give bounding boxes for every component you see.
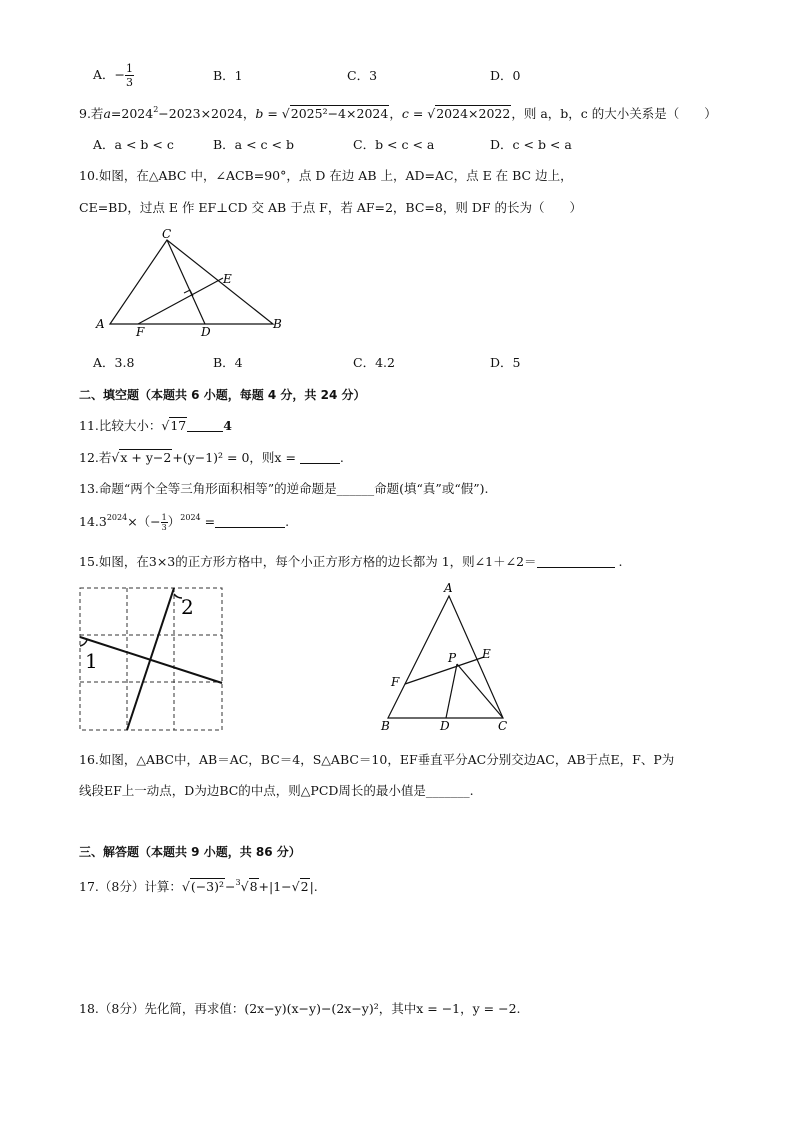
- question-11: 11.比较大小：√17 4: [79, 418, 232, 433]
- answer-blank: [215, 515, 285, 528]
- q8-option-d: D．0: [490, 68, 521, 83]
- label-c: C: [498, 719, 508, 733]
- answer-blank: [187, 419, 223, 432]
- question-17: 17.（8分）计算：√(−3)²−$^3$√8+|1−√2|.: [79, 878, 318, 894]
- question-13: 13.命题“两个全等三角形面积相等”的逆命题是______命题(填“真”或“假”).: [79, 481, 489, 496]
- answer-blank: [300, 451, 340, 464]
- q9-option-a: A．a < b < c: [93, 137, 174, 152]
- q9-option-c: C．b < c < a: [353, 137, 435, 152]
- label-f: F: [391, 675, 400, 689]
- question-16-line2: 线段EF上一动点，D为边BC的中点，则△PCD周长的最小值是_______.: [79, 783, 474, 798]
- q9-option-b: B．a < c < b: [213, 137, 294, 152]
- q8-option-a: A．− $\frac{1}{3}$: [93, 62, 134, 89]
- label-c: C: [162, 228, 172, 241]
- question-12: 12.若√x + y−2+(y−1)² = 0，则x = .: [79, 450, 344, 465]
- angle-2-label: 2: [181, 595, 194, 619]
- q10-option-d: D．5: [490, 355, 521, 370]
- label-d: D: [201, 325, 211, 339]
- question-15: 15.如图，在3×3的正方形方格中，每个小正方形方格的边长都为 1，则∠1＋∠2＝ .: [79, 554, 623, 569]
- section-2-heading: 二、填空题（本题共 6 小题，每题 4 分，共 24 分）: [79, 388, 366, 402]
- q10-option-a: A．3.8: [93, 355, 135, 370]
- question-9: 9.若$a=2024^2-2023\times 2024$，b = √2025²−4×2024，c = √2024×2022，则 a，b，c 的大小关系是（ ）: [79, 105, 717, 121]
- label-a: A: [444, 581, 453, 595]
- label-p: P: [448, 651, 457, 665]
- q10-option-c: C．4.2: [353, 355, 395, 370]
- label-a: A: [96, 317, 105, 331]
- label-b: B: [273, 317, 282, 331]
- question-10-line1: 10.如图，在△ABC 中，∠ACB=90°，点 D 在边 AB 上，AD=AC，点 E 在 BC 边上，: [79, 168, 573, 183]
- question-18: 18.（8分）先化简，再求值：(2x−y)(x−y)−(2x−y)²，其中x = −1，y = −2.: [79, 1001, 521, 1016]
- answer-blank: [537, 555, 615, 568]
- q9-option-d: D．c < b < a: [490, 137, 572, 152]
- q8-option-b: B．1: [213, 68, 243, 83]
- question-15-grid-figure: [78, 586, 226, 734]
- question-10-figure: [90, 228, 290, 343]
- label-e: E: [223, 272, 232, 286]
- question-14: $14.3^{2024}\times(-$ $\frac{1}{3}$ ）$^{2024}$ = .: [79, 513, 290, 532]
- label-b: B: [381, 719, 390, 733]
- angle-1-label: 1: [85, 649, 98, 673]
- label-d: D: [440, 719, 450, 733]
- question-16-figure: [378, 578, 528, 738]
- question-10-line2: CE=BD，过点 E 作 EF⊥CD 交 AB 于点 F，若 AF=2，BC=8，则 DF 的长为（ ）: [79, 200, 582, 215]
- label-f: F: [136, 325, 145, 339]
- q8-option-c: C．3: [347, 68, 378, 83]
- question-16-line1: 16.如图，△ABC中，AB＝AC，BC＝4，S△ABC＝10，EF垂直平分AC分别交边AC，AB于点E，F、P为: [79, 752, 675, 767]
- label-e: E: [482, 647, 491, 661]
- section-3-heading: 三、解答题（本题共 9 小题，共 86 分）: [79, 845, 301, 859]
- q10-option-b: B．4: [213, 355, 243, 370]
